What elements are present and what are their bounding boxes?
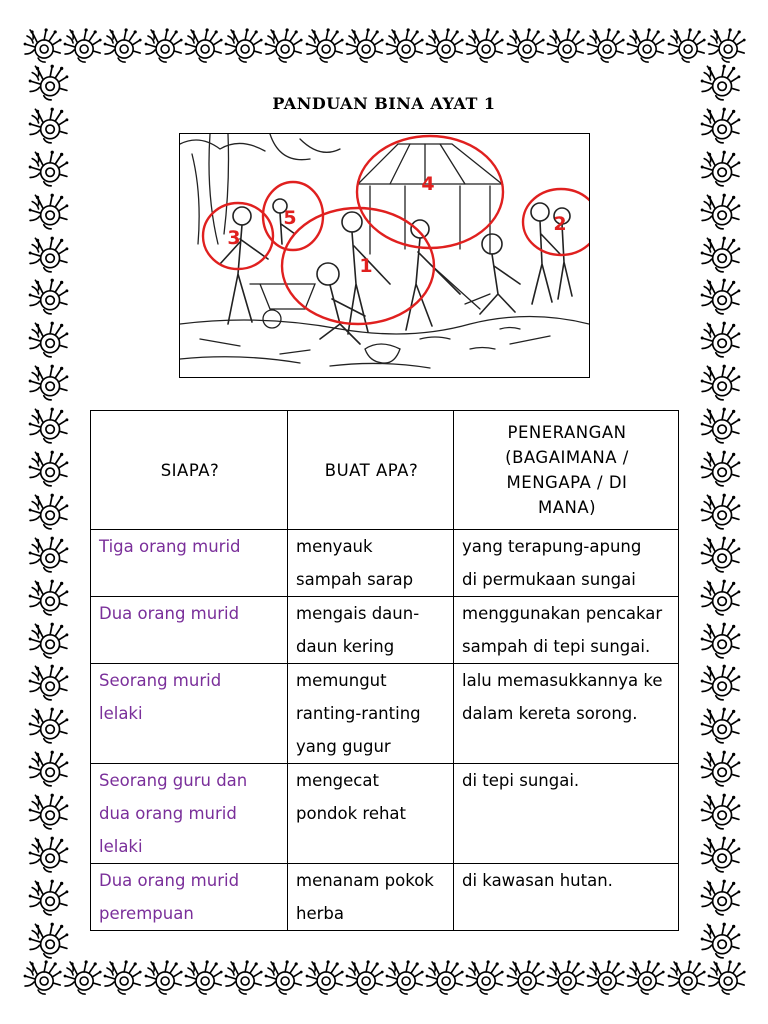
cell-penerangan [454, 864, 679, 931]
cell-line: menggunakan pencakar [462, 604, 663, 623]
sentence-guide-table [90, 410, 679, 931]
decorative-flower-icon [585, 23, 625, 65]
decorative-flower-icon [666, 955, 706, 997]
table-row [91, 864, 679, 931]
decorative-flower-icon [464, 955, 504, 997]
cell-line: sampah sarap [296, 570, 414, 589]
decorative-flower-icon [27, 703, 69, 745]
annotation-label-1: 1 [359, 255, 373, 277]
right-border [694, 60, 746, 960]
cell-buat-apa [288, 530, 454, 597]
cell-line: di kawasan hutan. [462, 871, 613, 890]
cell-line: Dua orang murid [99, 871, 240, 890]
decorative-flower-icon [545, 23, 585, 65]
annotation-circle-1 [282, 208, 434, 324]
decorative-flower-icon [27, 274, 69, 316]
decorative-flower-icon [505, 955, 545, 997]
decorative-flower-icon [263, 955, 303, 997]
decorative-flower-icon [505, 23, 545, 65]
decorative-flower-icon [625, 955, 665, 997]
decorative-flower-icon [27, 789, 69, 831]
decorative-flower-icon [27, 403, 69, 445]
decorative-flower-icon [699, 789, 741, 831]
decorative-flower-icon [27, 532, 69, 574]
decorative-flower-icon [706, 955, 746, 997]
table-row [91, 597, 679, 664]
decorative-flower-icon [22, 955, 62, 997]
decorative-flower-icon [545, 955, 585, 997]
cell-line: Seorang guru dan [99, 771, 248, 790]
cell-line: ranting-ranting [296, 704, 421, 723]
decorative-flower-icon [699, 660, 741, 702]
person-right [480, 234, 520, 314]
decorative-flower-icon [699, 317, 741, 359]
decorative-flower-icon [699, 532, 741, 574]
decorative-flower-icon [263, 23, 303, 65]
decorative-flower-icon [699, 189, 741, 231]
decorative-flower-icon [424, 23, 464, 65]
header-buat-apa: BUAT APA? [288, 411, 454, 530]
decorative-flower-icon [699, 618, 741, 660]
decorative-flower-icon [699, 360, 741, 402]
cell-line: menanam pokok [296, 871, 434, 890]
bottom-border [22, 948, 746, 1004]
decorative-flower-icon [699, 703, 741, 745]
decorative-flower-icon [27, 360, 69, 402]
cell-line: herba [296, 904, 344, 923]
decorative-flower-icon [27, 660, 69, 702]
cell-line: mengais daun- [296, 604, 420, 623]
cell-line: dua orang murid [99, 804, 237, 823]
decorative-flower-icon [424, 955, 464, 997]
decorative-flower-icon [699, 875, 741, 917]
scene-drawing [180, 134, 589, 377]
cell-line: dalam kereta sorong. [462, 704, 638, 723]
person-left [220, 207, 268, 324]
cell-siapa [91, 530, 288, 597]
decorative-flower-icon [699, 146, 741, 188]
tree-trunk [192, 134, 229, 244]
decorative-flower-icon [384, 955, 424, 997]
decorative-flower-icon [27, 232, 69, 274]
decorative-flower-icon [699, 746, 741, 788]
scene-illustration [179, 133, 590, 378]
cell-siapa [91, 597, 288, 664]
decorative-flower-icon [625, 23, 665, 65]
cell-line: pondok rehat [296, 804, 407, 823]
decorative-flower-icon [62, 23, 102, 65]
cell-siapa [91, 864, 288, 931]
decorative-flower-icon [666, 23, 706, 65]
cell-buat-apa [288, 664, 454, 764]
decorative-flower-icon [27, 146, 69, 188]
cell-line: yang gugur [296, 737, 391, 756]
gazebo-posts [370, 186, 490, 254]
decorative-flower-icon [699, 446, 741, 488]
header-siapa: SIAPA? [91, 411, 288, 530]
table-row [91, 530, 679, 597]
cell-line: di tepi sungai. [462, 771, 580, 790]
cell-line: lalu memasukkannya ke [462, 671, 663, 690]
annotation-label-5: 5 [283, 207, 297, 229]
cell-line: daun kering [296, 637, 395, 656]
decorative-flower-icon [27, 832, 69, 874]
decorative-flower-icon [102, 955, 142, 997]
annotation-label-3: 3 [227, 227, 241, 249]
decorative-flower-icon [304, 23, 344, 65]
decorative-flower-icon [223, 23, 263, 65]
riverbank [180, 317, 589, 334]
table-header-row [91, 411, 679, 530]
header-penerangan-line: (BAGAIMANA / [505, 448, 629, 467]
cell-siapa [91, 664, 288, 764]
decorative-flower-icon [27, 618, 69, 660]
decorative-flower-icon [22, 23, 62, 65]
rake [430, 264, 490, 309]
decorative-flower-icon [27, 575, 69, 617]
cell-buat-apa [288, 864, 454, 931]
decorative-flower-icon [706, 23, 746, 65]
decorative-flower-icon [699, 918, 741, 960]
cell-line: perempuan [99, 904, 194, 923]
header-penerangan [454, 411, 679, 530]
ground-lines [180, 357, 430, 368]
cell-line: mengecat [296, 771, 379, 790]
cell-penerangan [454, 664, 679, 764]
decorative-flower-icon [102, 23, 142, 65]
cell-line: lelaki [99, 704, 143, 723]
cell-line: memungut [296, 671, 387, 690]
decorative-flower-icon [384, 23, 424, 65]
header-penerangan-line: PENERANGAN [507, 423, 627, 442]
decorative-flower-icon [464, 23, 504, 65]
decorative-flower-icon [27, 446, 69, 488]
decorative-flower-icon [27, 317, 69, 359]
header-penerangan-line: MANA) [537, 498, 597, 517]
cell-buat-apa [288, 764, 454, 864]
decorative-flower-icon [344, 23, 384, 65]
decorative-flower-icon [699, 489, 741, 531]
decorative-flower-icon [585, 955, 625, 997]
annotation-label-4: 4 [421, 173, 435, 195]
decorative-flower-icon [344, 955, 384, 997]
decorative-flower-icon [699, 274, 741, 316]
decorative-flower-icon [27, 918, 69, 960]
decorative-flower-icon [304, 955, 344, 997]
decorative-flower-icon [699, 403, 741, 445]
tree-foliage [180, 134, 340, 160]
decorative-flower-icon [27, 489, 69, 531]
cell-line: di permukaan sungai [462, 570, 636, 589]
decorative-flower-icon [183, 955, 223, 997]
cell-penerangan [454, 530, 679, 597]
decorative-flower-icon [699, 575, 741, 617]
cell-line: Tiga orang murid [99, 537, 241, 556]
cell-buat-apa [288, 597, 454, 664]
cell-siapa [91, 764, 288, 864]
decorative-flower-icon [143, 23, 183, 65]
cell-penerangan [454, 597, 679, 664]
decorative-flower-icon [62, 955, 102, 997]
left-border [22, 60, 74, 960]
cell-line: lelaki [99, 837, 143, 856]
decorative-flower-icon [27, 189, 69, 231]
table-row [91, 664, 679, 764]
decorative-flower-icon [143, 955, 183, 997]
top-border [22, 16, 746, 72]
cell-penerangan [454, 764, 679, 864]
cell-line: Seorang murid [99, 671, 222, 690]
cell-line: menyauk [296, 537, 373, 556]
decorative-flower-icon [223, 955, 263, 997]
decorative-flower-icon [699, 232, 741, 274]
page-title: PANDUAN BINA AYAT 1 [272, 94, 496, 113]
cell-line: Dua orang murid [99, 604, 240, 623]
basket [365, 344, 400, 363]
cell-line: yang terapung-apung [462, 537, 642, 556]
annotation-label-2: 2 [553, 213, 567, 235]
table-row [91, 764, 679, 864]
header-penerangan-line: MENGAPA / DI [506, 473, 628, 492]
cell-line: sampah di tepi sungai. [462, 637, 651, 656]
decorative-flower-icon [183, 23, 223, 65]
decorative-flower-icon [699, 832, 741, 874]
decorative-flower-icon [27, 746, 69, 788]
decorative-flower-icon [27, 875, 69, 917]
